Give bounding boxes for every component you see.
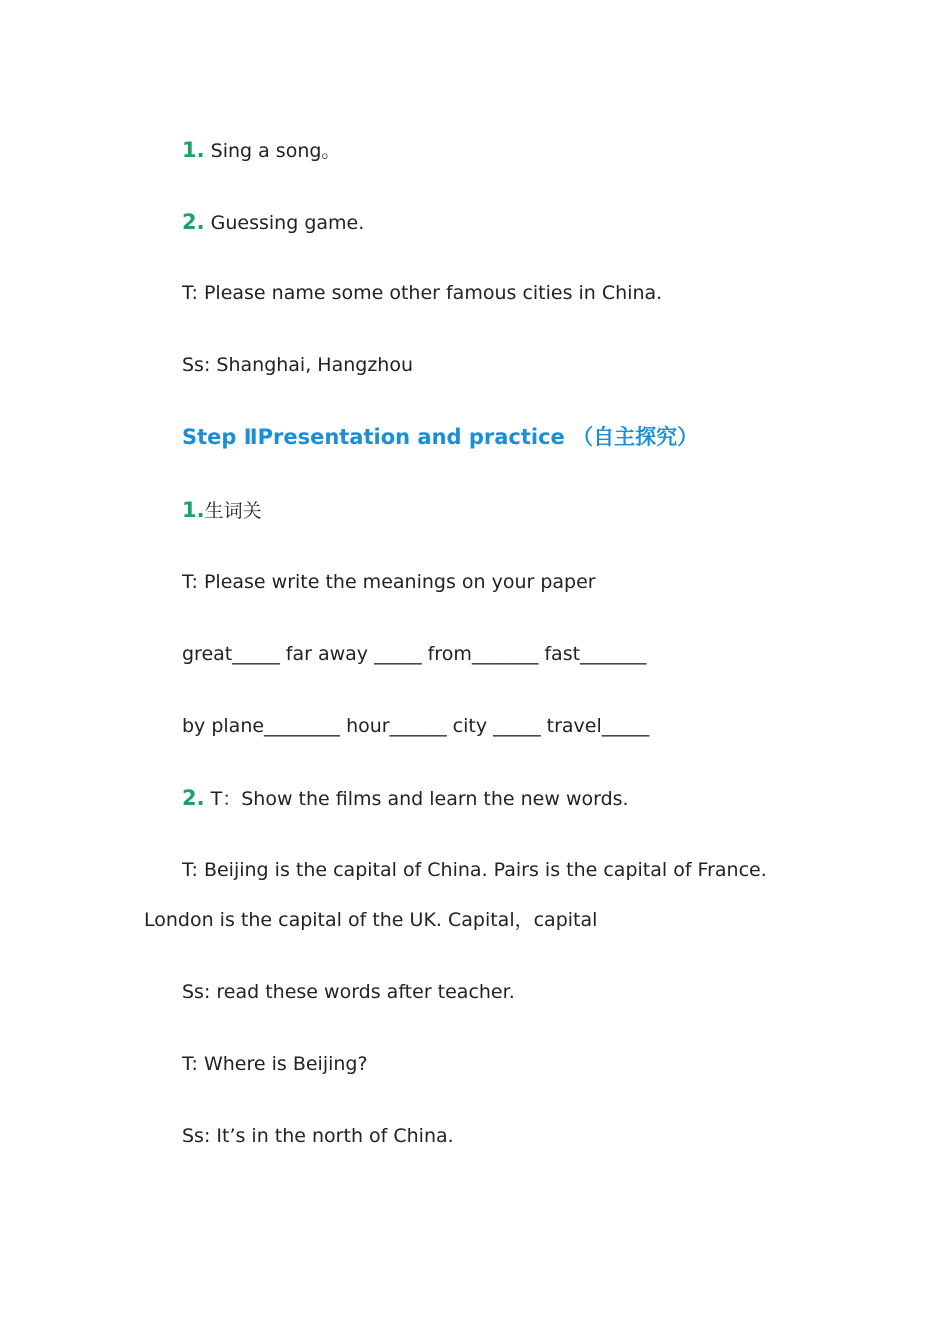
paragraph-line-1: T: Beijing is the capital of China. Pairs is the capital of France. <box>182 859 767 881</box>
teacher-question-line: T: Where is Beijing? <box>182 1053 368 1075</box>
item-number: 2. <box>182 786 205 810</box>
item-number: 2. <box>182 210 205 234</box>
item-text: Guessing game. <box>210 212 365 234</box>
item-number: 1. <box>182 498 205 522</box>
item-text: T：Show the films and learn the new words. <box>210 788 629 810</box>
vocab-blanks-line-1: great_____ far away _____ from_______ fast_______ <box>182 643 647 665</box>
section-heading: Step ⅡPresentation and practice （自主探究） <box>182 425 699 449</box>
students-line: Ss: Shanghai, Hangzhou <box>182 354 414 376</box>
teacher-instruction: T: Please write the meanings on your paper <box>182 571 596 593</box>
teacher-line: T: Please name some other famous cities in China. <box>182 282 663 304</box>
item-number: 1. <box>182 138 205 162</box>
item-text: 生词关 <box>204 500 262 522</box>
step2-item-2 <box>182 785 629 812</box>
step2-item-1 <box>182 497 262 524</box>
vocab-blanks-line-2: by plane________ hour______ city _____ travel_____ <box>182 715 650 737</box>
item-text: Sing a song。 <box>210 140 341 162</box>
students-answer-line: Ss: It’s in the north of China. <box>182 1125 454 1147</box>
paragraph-line-2: London is the capital of the UK. Capital，capital <box>144 909 598 931</box>
warmup-item-2 <box>182 209 364 236</box>
warmup-item-1 <box>182 137 340 164</box>
students-read-line: Ss: read these words after teacher. <box>182 981 515 1003</box>
